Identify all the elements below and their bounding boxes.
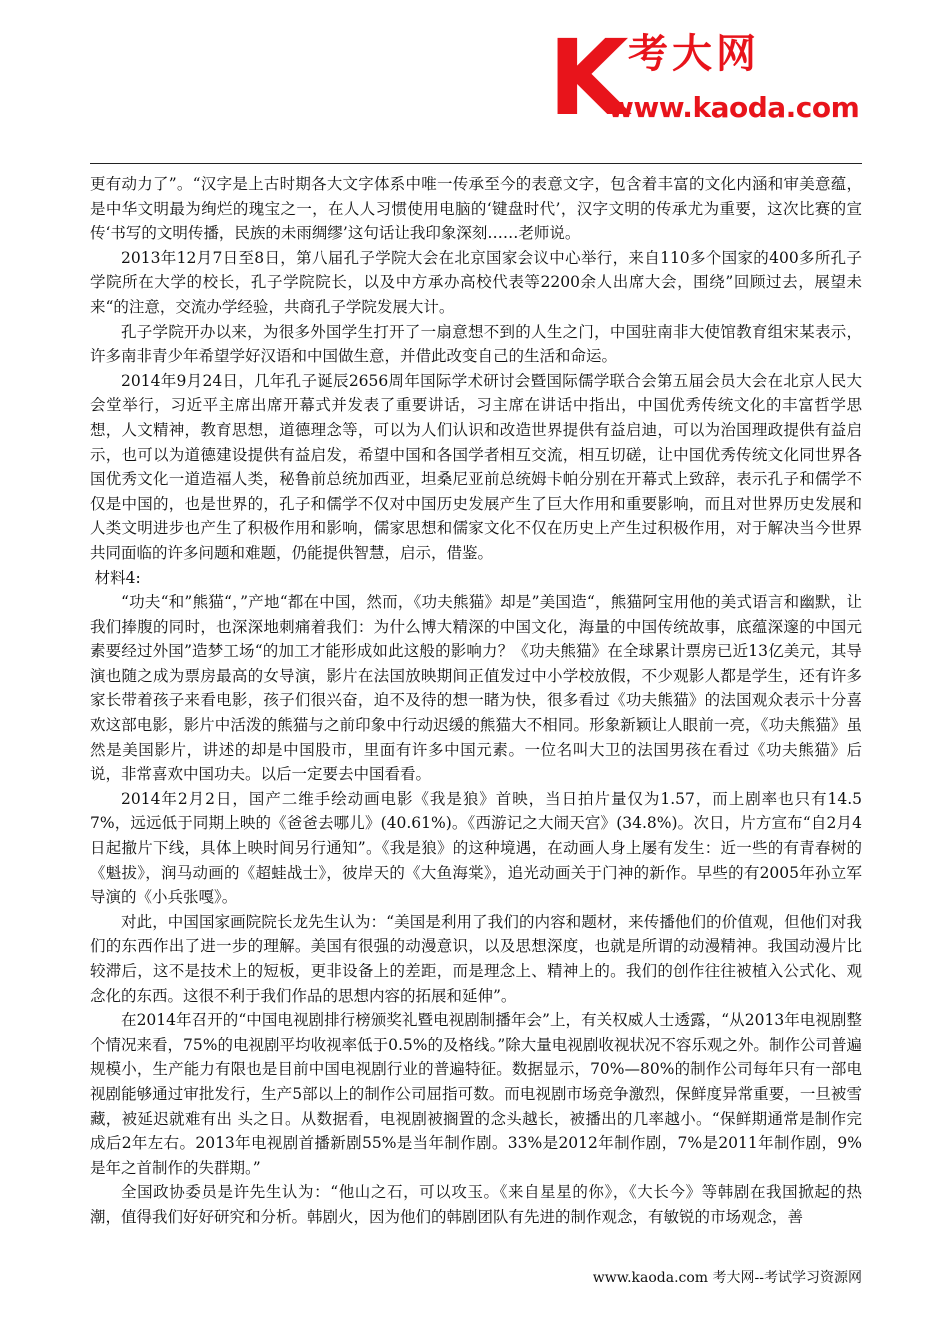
paragraph-9: 全国政协委员是许先生认为：“他山之石，可以攻玉。《来自星星的你》，《大长今》等韩剧在我国掀起的热潮，值得我们好好研究和分析。韩剧火，因为他们的韩剧团队有先进的制作观念，有敏锐的市场观念，善: [90, 1183, 862, 1226]
page-footer: www.kaoda.com 考大网--考试学习资源网: [592, 1270, 862, 1286]
kaoda-logo[interactable]: [548, 17, 868, 140]
paragraph-5: “功夫“和”熊猫“，”产地“都在中国，然而，《功夫熊猫》却是”美国造“，熊猫阿宝用他的美式语言和幽默，让我们捧腹的同时，也深深地刺痛着我们：为什么博大精深的中国文化，海量的中国传统故事，底蕴深邃的中国元素要经过外国”造梦工场“的加工才能形成如此这般的影响力？《功夫熊猫》在全球累计票房已近13亿美元，其导演也随之成为票房最高的女导演，影片在法国放映期间正值发过中小学校放假，不少观影人都是学生，还有许多家长带着孩子来看电影，孩子们很兴奋，迫不及待的想一睹为快，很多看过《功夫熊猫》的法国观众表示十分喜欢这部电影，影片中活泼的熊猫与之前印象中行动迟缓的熊猫大不相同。形象新颖让人眼前一亮，《功夫熊猫》虽然是美国影片，讲述的却是中国股市，里面有许多中国元素。一位名叫大卫的法国男孩在看过《功夫熊猫》后说，非常喜欢中国功夫。以后一定要去中国看看。: [90, 593, 862, 784]
paragraph-6: 2014年2月2日，国产二维手绘动画电影《我是狼》首映，当日拍片量仅为1.57，而上剧率也只有14.57%，远远低于同期上映的《爸爸去哪儿》(40.61%)。《西游记之大闹天宫》(34.8%)。次日，片方宣布“自2月4日起撤片下线，具体上映时间另行通知”。《我是狼》的这种境遇，在动画人身上屡有发生：近一些的有青春树的《魁拔》，润马动画的《超蛙战士》，彼岸天的《大鱼海棠》，追光动画关于门神的新作。早些的有2005年孙立军导演的《小兵张嘎》。: [90, 789, 862, 907]
header-divider: [90, 163, 862, 164]
paragraph-8: 在2014年召开的“中国电视剧排行榜颁奖礼暨电视剧制播年会”上，有关权威人士透露，“从2013年电视剧整个情况来看，75%的电视剧平均收视率低于0.5%的及格线。”除大量电视剧收视状况不容乐观之外。制作公司普遍规模小，生产能力有限也是目前中国电视剧行业的普遍特征。数据显示，70%—80%的制作公司每年只有一部电视剧能够通过审批发行，生产5部以上的制作公司屈指可数。而电视剧市场竞争激烈，保鲜度异常重要，一旦被雪藏，被延迟就难有出 头之日。从数据看，电视剧被搁置的念头越长，被播出的几率越小。“保鲜期通常是制作完成后2年左右。2013年电视剧首播新剧55%是当年制作剧。33%是2012年制作剧，7%是2011年制作剧，9%是年之首制作的失群期。”: [90, 1011, 862, 1177]
paragraph-3: 孔子学院开办以来，为很多外国学生打开了一扇意想不到的人生之门，中国驻南非大使馆教育组宋某表示，许多南非青少年希望学好汉语和中国做生意，并借此改变自己的生活和命运。: [90, 322, 862, 366]
paragraph-4: 2014年9月24日，几年孔子诞辰2656周年国际学术研讨会暨国际儒学联合会第五届会员大会在北京人民大会堂举行，习近平主席出席开幕式并发表了重要讲话，习主席在讲话中指出，中国优秀传统文化的丰富哲学思想，人文精神，教育思想，道德理念等，可以为人们认识和改造世界提供有益启迪，可以为治国理政提供有益启示，也可以为道德建设提供有益启发，希望中国和各国学者相互交流，相互切磋，让中国优秀传统文化同世界各国优秀文化一道造福人类，秘鲁前总统加西亚，坦桑尼亚前总统姆卡帕分别在开幕式上致辞，表示孔子和儒学不仅是中国的，也是世界的，孔子和儒学不仅对中国历史发展产生了巨大作用和重要影响，而且对世界历史发展和人类文明进步也产生了积极作用和影响，儒家思想和儒家文化不仅在历史上产生过积极作用，对于解决当今世界共同面临的许多问题和难题，仍能提供智慧，启示，借鉴。: [90, 371, 862, 562]
paragraph-2: 2013年12月7日至8日，第八届孔子学院大会在北京国家会议中心举行，来自110多个国家的400多所孔子学院所在大学的校长，孔子学院院长，以及中方承办高校代表等2200余人出席大会，围绕”回顾过去，展望未来“的注意，交流办学经验，共商孔子学院发展大计。: [90, 248, 862, 316]
material-4-label: 材料4:: [94, 568, 141, 587]
logo-url: www.kaoda.com: [608, 91, 860, 124]
paragraph-7: 对此，中国国家画院院长龙先生认为：“美国是利用了我们的内容和题材，来传播他们的价值观，但他们对我们的东西作出了进一步的理解。美国有很强的动漫意识，以及思想深度，也就是所谓的动漫精神。我国动漫片比较滞后，这不是技术上的短板，更非设备上的差距，而是理念上、精神上的。我们的创作往往被植入公式化、观念化的东西。这很不利于我们作品的思想内容的拓展和延伸”。: [90, 912, 862, 1005]
page-header: [0, 0, 950, 160]
logo-k-mark: K: [548, 17, 625, 139]
logo-title: 考大网: [628, 31, 760, 77]
document-body: [90, 172, 862, 1230]
paragraph-1: 更有动力了”。“汉字是上古时期各大文字体系中唯一传承至今的表意文字，包含着丰富的文化内涵和审美意蕴，是中华文明最为绚烂的瑰宝之一，在人人习惯使用电脑的‘键盘时代’，汉字文明的传承尤为重要，这次比赛的宣传‘书写的文明传播，民族的未雨绸缪’这句话让我印象深刻……老师说。: [90, 175, 862, 243]
